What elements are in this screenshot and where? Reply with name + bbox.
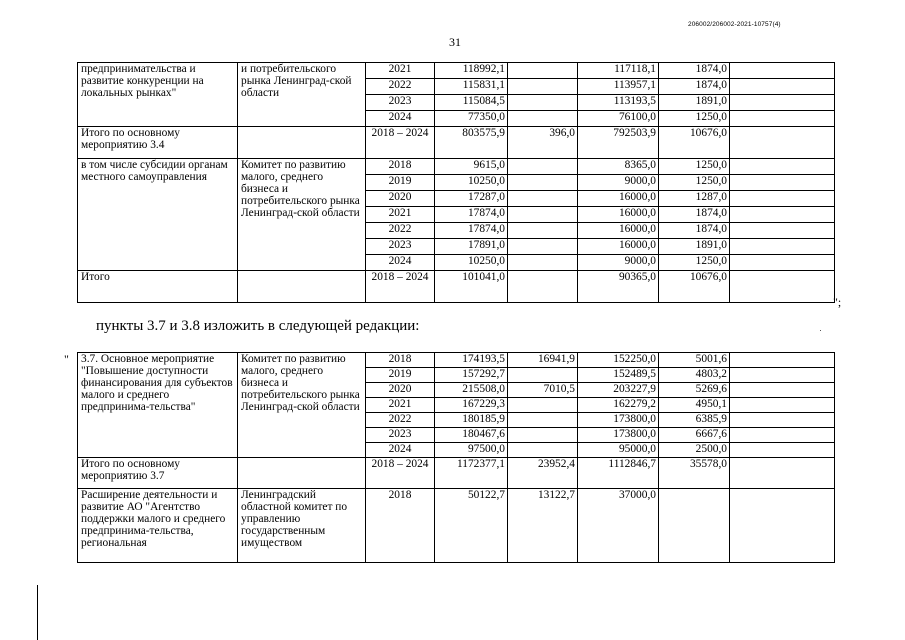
- table-row: [78, 127, 835, 159]
- local-budget-cell: 5269,6: [659, 383, 730, 398]
- total-cell: 118992,1: [435, 63, 508, 79]
- year-cell: 2019: [366, 175, 435, 191]
- regional-budget-cell: 9000,0: [578, 255, 659, 271]
- regional-budget-cell: 9000,0: [578, 175, 659, 191]
- local-budget-cell: 6667,6: [659, 428, 730, 443]
- empty-cell: [730, 398, 835, 413]
- year-cell: 2018: [366, 353, 435, 368]
- local-budget-cell: 2500,0: [659, 443, 730, 458]
- local-budget-cell: [659, 489, 730, 563]
- total-cell: 167229,3: [435, 398, 508, 413]
- year-cell: 2021: [366, 398, 435, 413]
- closing-quote-mark: ";: [833, 295, 842, 309]
- federal-budget-cell: [508, 79, 578, 95]
- total-cell: 17874,0: [435, 207, 508, 223]
- local-budget-cell: 1874,0: [659, 207, 730, 223]
- federal-budget-cell: [508, 428, 578, 443]
- local-budget-cell: 1287,0: [659, 191, 730, 207]
- empty-cell: [730, 368, 835, 383]
- federal-budget-cell: [508, 223, 578, 239]
- federal-budget-cell: [508, 255, 578, 271]
- regional-budget-cell: 16000,0: [578, 223, 659, 239]
- empty-cell: [730, 271, 835, 303]
- total-cell: 115084,5: [435, 95, 508, 111]
- year-cell: 2019: [366, 368, 435, 383]
- total-cell: 97500,0: [435, 443, 508, 458]
- measure-name-cell: Итого по основному мероприятию 3.7: [78, 458, 238, 489]
- measure-name-cell: Итого по основному мероприятию 3.4: [78, 127, 238, 159]
- total-cell: 9615,0: [435, 159, 508, 175]
- total-cell: 803575,9: [435, 127, 508, 159]
- total-cell: 1172377,1: [435, 458, 508, 489]
- measure-name-cell: Расширение деятельности и развитие АО "Агентство поддержки малого и среднего предпринима-тельства, региональная: [78, 489, 238, 563]
- year-cell: 2022: [366, 223, 435, 239]
- empty-cell: [730, 159, 835, 175]
- local-budget-cell: 1874,0: [659, 79, 730, 95]
- federal-budget-cell: 16941,9: [508, 353, 578, 368]
- empty-cell: [730, 111, 835, 127]
- empty-cell: [730, 127, 835, 159]
- regional-budget-cell: 203227,9: [578, 383, 659, 398]
- year-cell: 2018 – 2024: [366, 271, 435, 303]
- opening-quote-mark: ": [64, 352, 69, 366]
- local-budget-cell: 5001,6: [659, 353, 730, 368]
- total-cell: 180467,6: [435, 428, 508, 443]
- year-cell: 2020: [366, 383, 435, 398]
- federal-budget-cell: 7010,5: [508, 383, 578, 398]
- year-cell: 2021: [366, 63, 435, 79]
- regional-budget-cell: 113193,5: [578, 95, 659, 111]
- local-budget-cell: 4950,1: [659, 398, 730, 413]
- scan-speck: [820, 330, 821, 331]
- federal-budget-cell: [508, 111, 578, 127]
- federal-budget-cell: [508, 63, 578, 79]
- measure-name-cell: в том числе субсидии органам местного самоуправления: [78, 159, 238, 271]
- year-cell: 2018 – 2024: [366, 458, 435, 489]
- federal-budget-cell: [508, 413, 578, 428]
- executor-cell: и потребительского рынка Ленинград-ской области: [238, 63, 366, 127]
- total-cell: 101041,0: [435, 271, 508, 303]
- regional-budget-cell: 152489,5: [578, 368, 659, 383]
- empty-cell: [730, 79, 835, 95]
- executor-cell: [238, 271, 366, 303]
- empty-cell: [730, 223, 835, 239]
- regional-budget-cell: 152250,0: [578, 353, 659, 368]
- year-cell: 2018: [366, 159, 435, 175]
- regional-budget-cell: 173800,0: [578, 413, 659, 428]
- empty-cell: [730, 489, 835, 563]
- year-cell: 2024: [366, 255, 435, 271]
- federal-budget-cell: 23952,4: [508, 458, 578, 489]
- local-budget-cell: 1250,0: [659, 159, 730, 175]
- regional-budget-cell: 37000,0: [578, 489, 659, 563]
- local-budget-cell: 1891,0: [659, 95, 730, 111]
- regional-budget-cell: 16000,0: [578, 207, 659, 223]
- year-cell: 2024: [366, 111, 435, 127]
- table-row: [78, 63, 835, 79]
- year-cell: 2018 – 2024: [366, 127, 435, 159]
- empty-cell: [730, 239, 835, 255]
- regional-budget-cell: 16000,0: [578, 191, 659, 207]
- year-cell: 2023: [366, 239, 435, 255]
- total-cell: 115831,1: [435, 79, 508, 95]
- total-cell: 10250,0: [435, 255, 508, 271]
- local-budget-cell: 1891,0: [659, 239, 730, 255]
- total-cell: 157292,7: [435, 368, 508, 383]
- total-cell: 77350,0: [435, 111, 508, 127]
- federal-budget-cell: [508, 443, 578, 458]
- year-cell: 2021: [366, 207, 435, 223]
- regional-budget-cell: 95000,0: [578, 443, 659, 458]
- federal-budget-cell: 13122,7: [508, 489, 578, 563]
- empty-cell: [730, 383, 835, 398]
- federal-budget-cell: [508, 159, 578, 175]
- empty-cell: [730, 458, 835, 489]
- empty-cell: [730, 95, 835, 111]
- federal-budget-cell: [508, 207, 578, 223]
- regional-budget-cell: 8365,0: [578, 159, 659, 175]
- local-budget-cell: 1250,0: [659, 255, 730, 271]
- executor-cell: [238, 458, 366, 489]
- empty-cell: [730, 175, 835, 191]
- empty-cell: [730, 207, 835, 223]
- regional-budget-cell: 792503,9: [578, 127, 659, 159]
- year-cell: 2022: [366, 79, 435, 95]
- table-row: [78, 353, 835, 368]
- federal-budget-cell: [508, 368, 578, 383]
- regional-budget-cell: 1112846,7: [578, 458, 659, 489]
- total-cell: 180185,9: [435, 413, 508, 428]
- measure-name-cell: 3.7. Основное мероприятие "Повышение доступности финансирования для субъектов малого и среднего предпринима-тельства": [78, 353, 238, 458]
- total-cell: 17287,0: [435, 191, 508, 207]
- regional-budget-cell: 173800,0: [578, 428, 659, 443]
- empty-cell: [730, 413, 835, 428]
- regional-budget-cell: 16000,0: [578, 239, 659, 255]
- year-cell: 2020: [366, 191, 435, 207]
- document-id: 206002/206002-2021-10757(4): [688, 21, 781, 28]
- federal-budget-cell: [508, 398, 578, 413]
- year-cell: 2023: [366, 428, 435, 443]
- local-budget-cell: 1874,0: [659, 223, 730, 239]
- federal-budget-cell: [508, 239, 578, 255]
- page-number: 31: [449, 35, 461, 49]
- regional-budget-cell: 113957,1: [578, 79, 659, 95]
- funding-table-continued: [77, 62, 835, 303]
- year-cell: 2024: [366, 443, 435, 458]
- empty-cell: [730, 191, 835, 207]
- local-budget-cell: 1250,0: [659, 111, 730, 127]
- total-cell: 50122,7: [435, 489, 508, 563]
- total-cell: 10250,0: [435, 175, 508, 191]
- empty-cell: [730, 428, 835, 443]
- executor-cell: [238, 127, 366, 159]
- local-budget-cell: 10676,0: [659, 271, 730, 303]
- regional-budget-cell: 162279,2: [578, 398, 659, 413]
- margin-line: [37, 585, 38, 640]
- empty-cell: [730, 255, 835, 271]
- table-row: [78, 458, 835, 489]
- local-budget-cell: 35578,0: [659, 458, 730, 489]
- table-row: [78, 271, 835, 303]
- local-budget-cell: 4803,2: [659, 368, 730, 383]
- federal-budget-cell: [508, 175, 578, 191]
- local-budget-cell: 6385,9: [659, 413, 730, 428]
- local-budget-cell: 1874,0: [659, 63, 730, 79]
- measure-name-cell: Итого: [78, 271, 238, 303]
- regional-budget-cell: 76100,0: [578, 111, 659, 127]
- amendment-paragraph: пункты 3.7 и 3.8 изложить в следующей редакции:: [96, 318, 420, 334]
- regional-budget-cell: 117118,1: [578, 63, 659, 79]
- executor-cell: Комитет по развитию малого, среднего бизнеса и потребительского рынка Ленинград-ской области: [238, 353, 366, 458]
- local-budget-cell: 1250,0: [659, 175, 730, 191]
- total-cell: 17874,0: [435, 223, 508, 239]
- regional-budget-cell: 90365,0: [578, 271, 659, 303]
- executor-cell: Комитет по развитию малого, среднего бизнеса и потребительского рынка Ленинград-ской области: [238, 159, 366, 271]
- federal-budget-cell: [508, 271, 578, 303]
- year-cell: 2023: [366, 95, 435, 111]
- funding-table-new: [77, 352, 835, 563]
- measure-name-cell: предпринимательства и развитие конкуренции на локальных рынках": [78, 63, 238, 127]
- total-cell: 174193,5: [435, 353, 508, 368]
- table-row: [78, 159, 835, 175]
- total-cell: 17891,0: [435, 239, 508, 255]
- year-cell: 2022: [366, 413, 435, 428]
- empty-cell: [730, 63, 835, 79]
- total-cell: 215508,0: [435, 383, 508, 398]
- executor-cell: Ленинградский областной комитет по управлению государственным имуществом: [238, 489, 366, 563]
- year-cell: 2018: [366, 489, 435, 563]
- empty-cell: [730, 443, 835, 458]
- local-budget-cell: 10676,0: [659, 127, 730, 159]
- table-row: [78, 489, 835, 563]
- federal-budget-cell: [508, 191, 578, 207]
- federal-budget-cell: [508, 95, 578, 111]
- federal-budget-cell: 396,0: [508, 127, 578, 159]
- empty-cell: [730, 353, 835, 368]
